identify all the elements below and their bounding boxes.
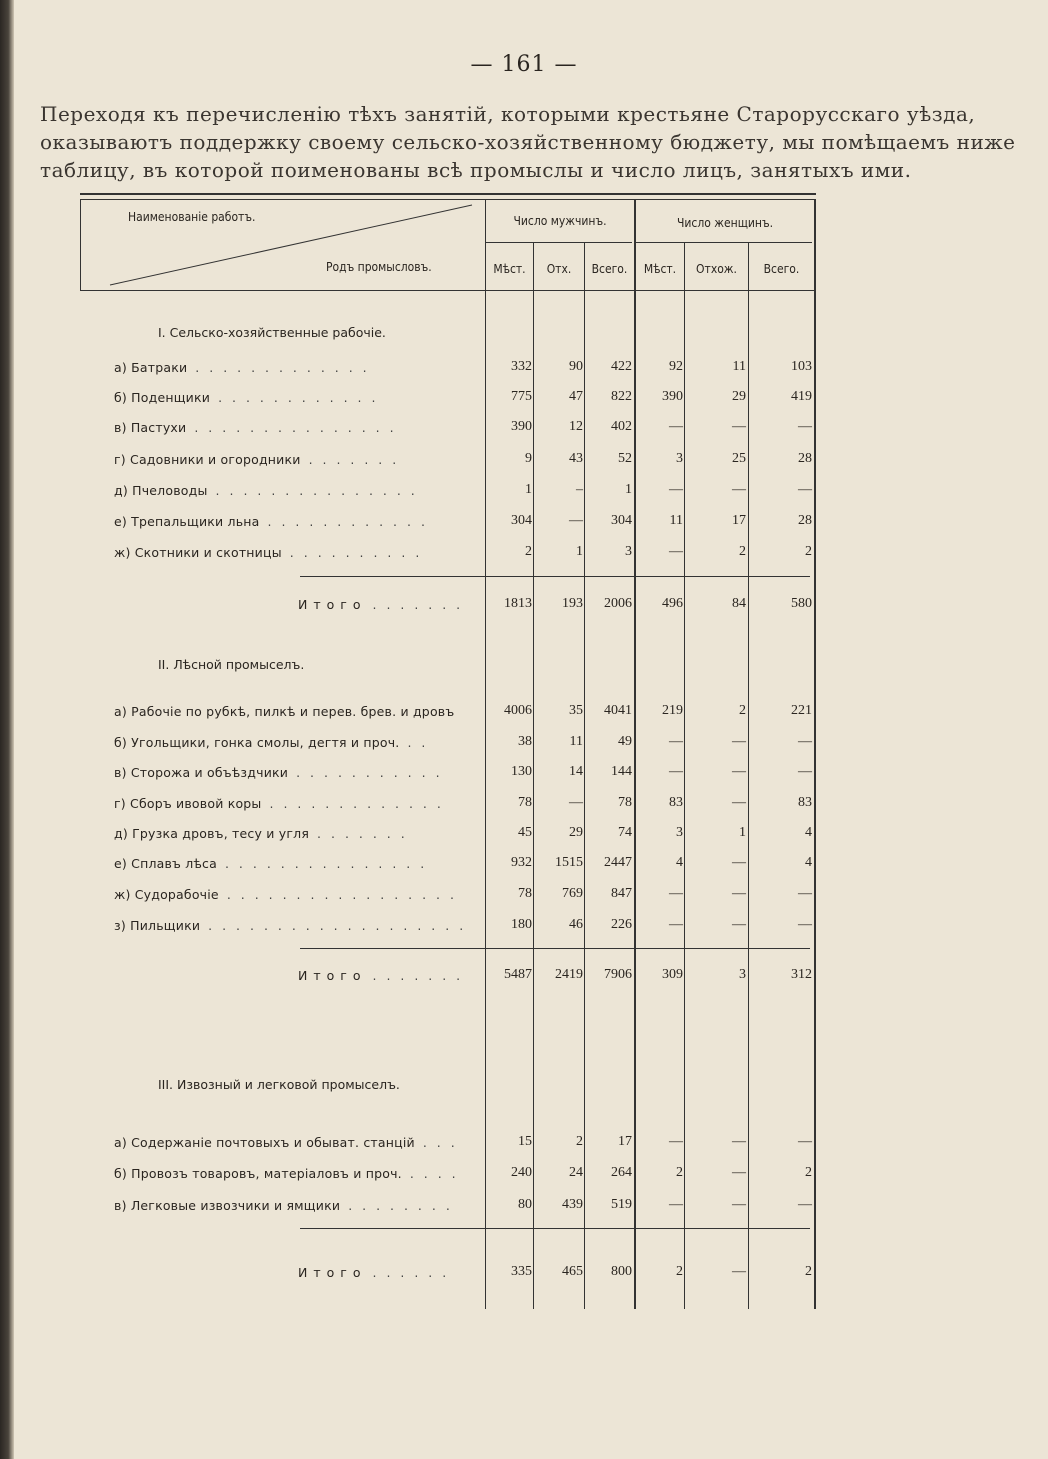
row-leader-dots: . . . . . . . . . . . . . . . [194,420,397,435]
row-value: 144 [611,764,632,779]
men-local-col: Мѣст. [493,262,526,276]
row-value: — [669,1197,683,1212]
row-value: 332 [511,359,532,374]
row-value: 1 [625,482,632,497]
section-title: I. Сельско-хозяйственные рабочіе. [158,325,386,340]
row-value: — [732,419,746,434]
row-value: 769 [562,886,583,901]
total-leader-dots: . . . . . . [372,1265,450,1280]
men-subheader-rule [486,242,632,243]
row-leader-dots: . . . . . . . . . . . . . [269,796,444,811]
row-value: — [669,886,683,901]
total-rule [300,1228,810,1229]
row-value: — [798,734,812,749]
row-value: 847 [611,886,632,901]
row-value: 390 [511,419,532,434]
total-value: 309 [662,967,683,982]
row-value: 35 [569,703,583,718]
row-value: 90 [569,359,583,374]
row-value: 402 [611,419,632,434]
row-value: 80 [518,1197,532,1212]
row-value: 3 [625,544,632,559]
row-value: — [669,482,683,497]
row-value: 2 [805,1165,812,1180]
corner-top-label: Наименованіе работъ. [128,210,256,224]
row-value: — [798,1197,812,1212]
row-value: 103 [791,359,812,374]
row-value: 29 [569,825,583,840]
row-value: 1 [739,825,746,840]
women-away-col: Отхож. [696,262,737,276]
row-value: 4 [676,855,683,870]
row-value: 28 [798,513,812,528]
total-value: 800 [611,1264,632,1279]
row-value: — [798,482,812,497]
men-header: Число мужчинъ. [513,214,607,228]
men-total-col: Всего. [591,262,628,276]
intro-line-1: Переходя къ перечисленію тѣхъ занятій, которыми крестьяне Старорусскаго уѣзда, [40,102,976,126]
page-number: — 161 — [470,52,578,77]
row-value: 1 [576,544,583,559]
row-value: — [569,513,583,528]
row-value: 45 [518,825,532,840]
row-leader-dots: . . . . . . . . . . . . [218,390,379,405]
row-leader-dots: . . . . . . . . . . . . . . . [224,856,428,871]
intro-line-3: таблицу, въ которой поименованы всѣ промыслы и число лицъ, занятыхъ ими. [40,158,912,182]
row-leader-dots: . . . . . . . . . . . . . . . [215,483,418,498]
row-value: 78 [518,795,532,810]
total-rule [300,948,810,949]
row-value: 390 [662,389,683,404]
row-value: 74 [618,825,632,840]
row-value: — [569,795,583,810]
row-value: 2 [739,703,746,718]
row-value: 17 [618,1134,632,1149]
total-value: 193 [562,596,583,611]
row-value: 83 [669,795,683,810]
row-value: 304 [511,513,532,528]
row-value: 78 [518,886,532,901]
section-title: II. Лѣсной промыселъ. [158,657,305,672]
row-value: — [669,1134,683,1149]
row-leader-dots: . . . . . . . . . . . [296,765,443,780]
row-value: 11 [732,359,746,374]
row-value: 775 [511,389,532,404]
row-label: б) Поденщики [114,390,211,405]
women-subheader-rule [636,242,812,243]
row-value: 519 [611,1197,632,1212]
row-value: 52 [618,451,632,466]
total-rule [300,576,810,577]
row-value: 3 [676,825,683,840]
row-value: 1 [525,482,532,497]
total-label: Итого [298,1265,367,1280]
row-value: — [798,917,812,932]
row-label: ж) Судорабочіе [114,887,219,902]
row-value: — [732,734,746,749]
women-local-col: Мѣст. [643,262,677,276]
col-divider-6 [748,242,749,1309]
row-value: 2 [739,544,746,559]
row-value: — [732,764,746,779]
row-value: 264 [611,1165,632,1180]
row-label: а) Содержаніе почтовыхъ и обыват. станцій [114,1135,415,1150]
row-label: в) Легковые извозчики и ямщики [114,1198,341,1213]
row-value: — [732,1134,746,1149]
row-value: 46 [569,917,583,932]
women-total-col: Всего. [763,262,800,276]
total-value: 465 [562,1264,583,1279]
row-value: 28 [798,451,812,466]
row-value: — [732,1165,746,1180]
row-value: 419 [791,389,812,404]
total-value: 580 [791,596,812,611]
row-label: д) Пчеловоды [114,483,208,498]
row-value: 15 [518,1134,532,1149]
total-value: 312 [791,967,812,982]
row-label: ж) Скотники и скотницы [114,545,282,560]
row-label: в) Пастухи [114,420,187,435]
row-value: — [669,544,683,559]
row-value: 49 [618,734,632,749]
row-value: — [732,855,746,870]
row-leader-dots: . . [407,735,429,750]
row-value: 219 [662,703,683,718]
row-value: — [669,764,683,779]
row-leader-dots: . . . . . . . . [348,1198,453,1213]
row-label: з) Пильщики [114,918,201,933]
row-value: 2 [525,544,532,559]
row-label: г) Садовники и огородники [114,452,301,467]
row-label: д) Грузка дровъ, тесу и угля [114,826,310,841]
row-value: 29 [732,389,746,404]
row-value: 83 [798,795,812,810]
row-label: б) Провозъ товаровъ, матеріаловъ и проч. [114,1166,402,1181]
row-value: 4 [805,855,812,870]
row-value: 2 [805,544,812,559]
row-value: — [732,1197,746,1212]
row-value: 11 [669,513,683,528]
row-label: а) Рабочіе по рубкѣ, пилкѣ и перев. брев. и дровъ [114,704,455,719]
total-value: 7906 [604,967,632,982]
row-value: 9 [525,451,532,466]
row-value: 78 [618,795,632,810]
row-value: 92 [669,359,683,374]
row-value: 47 [569,389,583,404]
total-value: 5487 [504,967,532,982]
row-value: 1515 [555,855,583,870]
row-label: в) Сторожа и объѣздчики [114,765,289,780]
row-value: 25 [732,451,746,466]
row-value: 24 [569,1165,583,1180]
row-leader-dots: . . . . [409,1166,459,1181]
table-top-rule [80,193,816,195]
row-value: — [669,917,683,932]
row-value: — [732,795,746,810]
total-value: 84 [732,596,746,611]
row-value: 11 [569,734,583,749]
row-leader-dots: . . . . . . . . . . . . [267,514,428,529]
row-label: е) Сплавъ лѣса [114,856,217,871]
row-leader-dots: . . . . . . . [308,452,400,467]
total-leader-dots: . . . . . . . [372,597,464,612]
row-label: б) Угольщики, гонка смолы, дегтя и проч. [114,735,400,750]
row-value: 3 [676,451,683,466]
row-value: 932 [511,855,532,870]
row-value: 12 [569,419,583,434]
col-divider-5 [684,242,685,1309]
women-header: Число женщинъ. [676,216,774,230]
table-right-border [814,199,816,1309]
total-value: 2 [676,1264,683,1279]
row-value: 14 [569,764,583,779]
row-label: г) Сборъ ивовой коры [114,796,262,811]
row-leader-dots: . . . . . . . . . . [289,545,423,560]
men-away-col: Отх. [546,262,572,276]
row-leader-dots: . . . . . . . . . . . . . . . . . . . [208,918,467,933]
row-value: — [732,886,746,901]
corner-bottom-label: Родъ промысловъ. [326,260,432,274]
row-leader-dots: . . . [422,1135,458,1150]
row-label: а) Батраки [114,360,188,375]
row-leader-dots: . . . . . . . [317,826,408,841]
row-value: — [732,917,746,932]
total-value: — [732,1264,746,1279]
row-leader-dots: . . . . . . . . . . . . . . . . . [226,887,457,902]
row-value: 130 [511,764,532,779]
total-leader-dots: . . . . . . . [372,968,464,983]
row-value: — [798,1134,812,1149]
total-value: 496 [662,596,683,611]
row-value: 304 [611,513,632,528]
row-value: — [798,886,812,901]
total-value: 2419 [555,967,583,982]
row-value: — [732,482,746,497]
total-value: 3 [739,967,746,982]
total-value: 2 [805,1264,812,1279]
row-value: 822 [611,389,632,404]
row-value: 43 [569,451,583,466]
row-value: — [669,734,683,749]
row-leader-dots: . . . . . . . . . . . . . [195,360,370,375]
row-value: 422 [611,359,632,374]
row-value: 38 [518,734,532,749]
total-label: Итого [298,597,367,612]
row-value: 4041 [604,703,632,718]
row-value: — [798,764,812,779]
row-value: 221 [791,703,812,718]
row-label: е) Трепальщики льна [114,514,260,529]
total-value: 2006 [604,596,632,611]
section-title: III. Извозный и легковой промыселъ. [158,1077,400,1092]
row-value: 2 [576,1134,583,1149]
total-value: 1813 [504,596,532,611]
row-value: 240 [511,1165,532,1180]
row-value: – [576,482,583,497]
total-label: Итого [298,968,367,983]
intro-line-2: оказываютъ поддержку своему сельско-хозяйственному бюджету, мы помѣщаемъ ниже [40,130,1016,154]
row-value: 180 [511,917,532,932]
row-value: 226 [611,917,632,932]
row-value: — [669,419,683,434]
row-value: 2447 [604,855,632,870]
row-value: 439 [562,1197,583,1212]
row-value: — [798,419,812,434]
total-value: 335 [511,1264,532,1279]
row-value: 4006 [504,703,532,718]
row-value: 17 [732,513,746,528]
row-value: 4 [805,825,812,840]
row-value: 2 [676,1165,683,1180]
